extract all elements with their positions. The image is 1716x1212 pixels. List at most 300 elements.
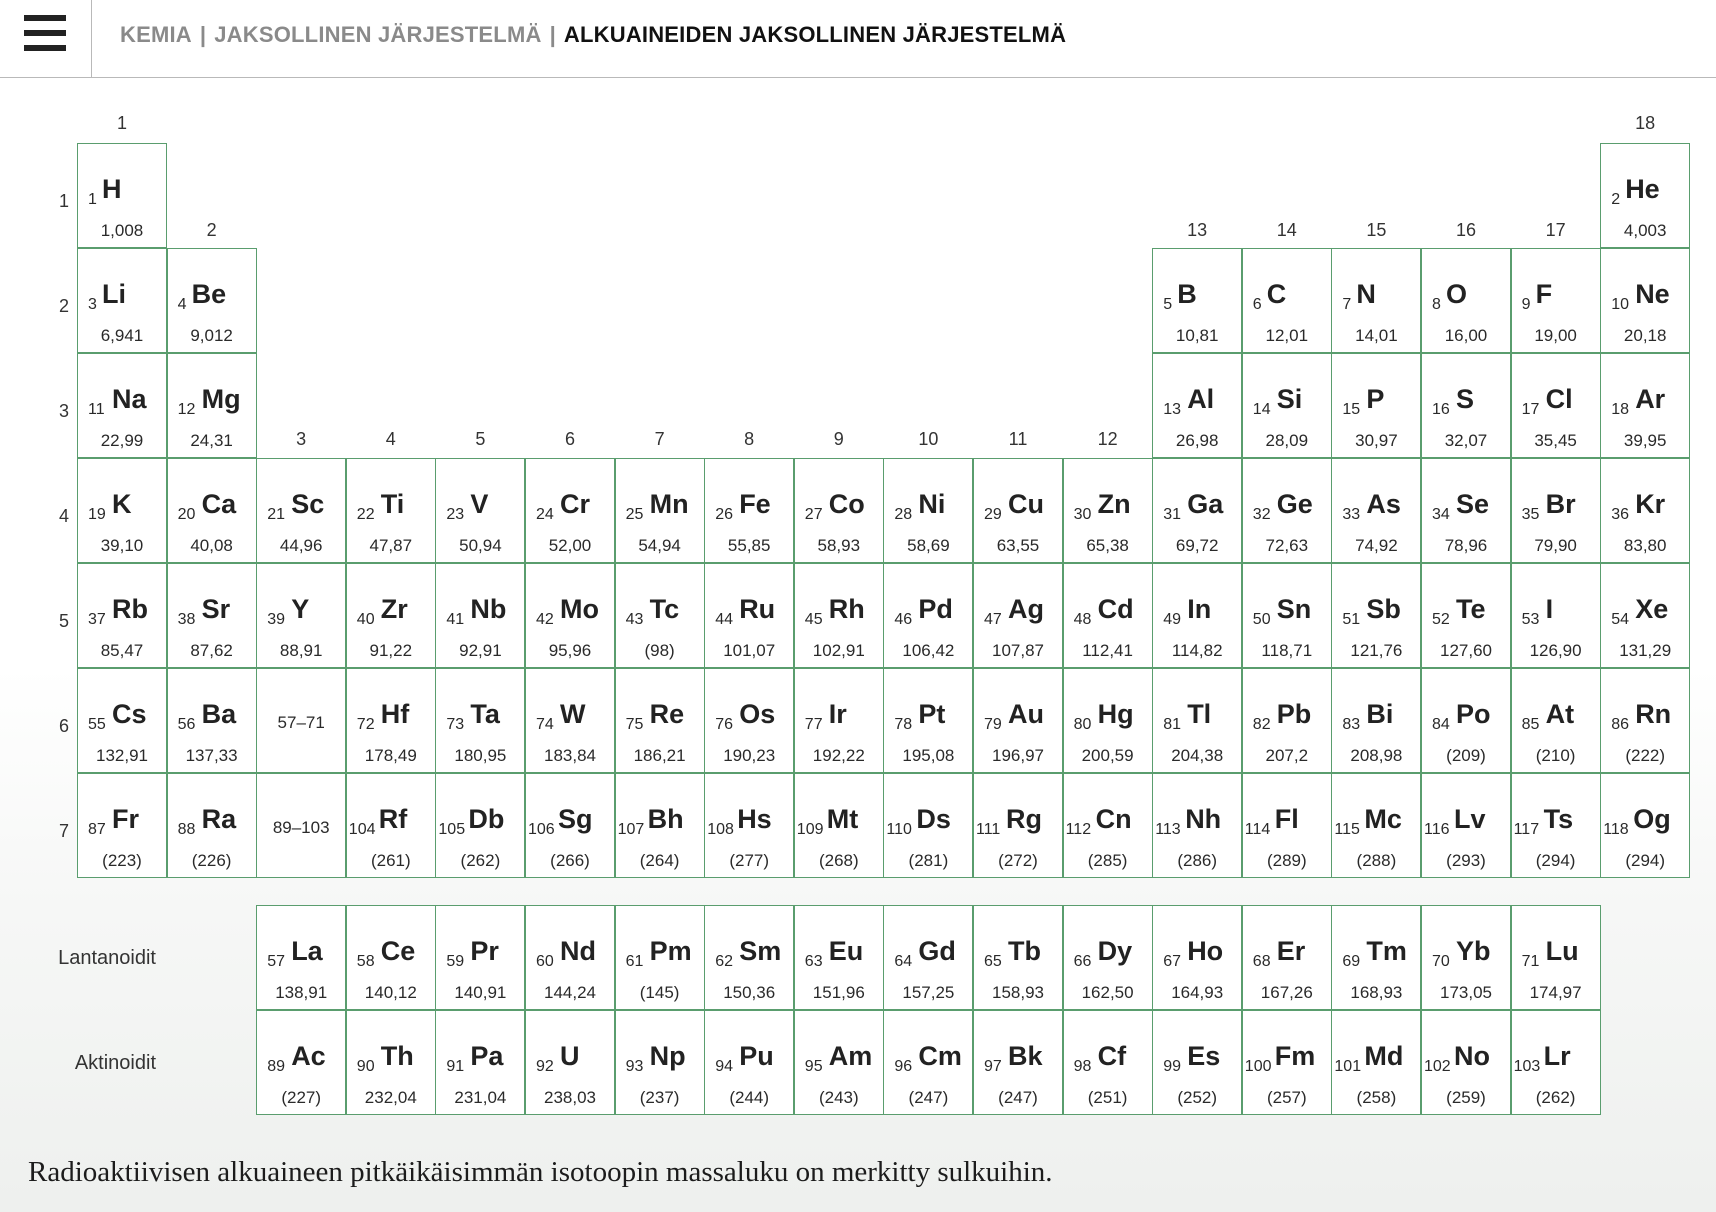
atomic-number: 100 bbox=[1244, 1058, 1272, 1075]
atomic-number: 79 bbox=[984, 716, 1002, 733]
atomic-mass: 162,50 bbox=[1081, 983, 1134, 1002]
element-symbol: Rh bbox=[828, 594, 865, 624]
atomic-mass: 9,012 bbox=[190, 326, 233, 345]
atomic-mass: 78,96 bbox=[1444, 536, 1488, 555]
element-cell-ag[interactable] bbox=[973, 563, 1063, 668]
atomic-number: 16 bbox=[1432, 401, 1450, 418]
atomic-mass: 30,97 bbox=[1355, 431, 1398, 450]
actinides-placeholder-cell bbox=[256, 773, 346, 878]
element-cell-na[interactable] bbox=[77, 353, 167, 458]
element-symbol: Sr bbox=[201, 594, 231, 624]
element-cell-hg[interactable] bbox=[1063, 668, 1153, 773]
element-cell-ca[interactable] bbox=[167, 458, 257, 563]
atomic-number: 62 bbox=[715, 953, 733, 970]
element-symbol: Bk bbox=[1008, 1041, 1043, 1071]
atomic-mass: 79,90 bbox=[1534, 536, 1577, 555]
element-cell-th[interactable] bbox=[346, 1010, 436, 1115]
element-cell-y[interactable] bbox=[256, 563, 346, 668]
element-cell-h[interactable] bbox=[77, 143, 167, 248]
atomic-mass: 180,95 bbox=[454, 746, 507, 765]
atomic-number: 48 bbox=[1073, 611, 1092, 628]
element-symbol: Zn bbox=[1097, 489, 1131, 519]
element-cell-lv[interactable] bbox=[1421, 773, 1511, 878]
element-cell-mc[interactable] bbox=[1331, 773, 1421, 878]
atomic-number: 8 bbox=[1432, 296, 1441, 313]
element-cell-ni[interactable] bbox=[883, 458, 973, 563]
atomic-number: 10 bbox=[1611, 296, 1629, 313]
element-cell-ti[interactable] bbox=[346, 458, 436, 563]
atomic-mass: 164,93 bbox=[1171, 983, 1224, 1002]
element-cell-o[interactable] bbox=[1421, 248, 1511, 353]
element-cell-ac[interactable] bbox=[256, 1010, 346, 1115]
atomic-number: 49 bbox=[1163, 611, 1181, 628]
element-cell-ta[interactable] bbox=[435, 668, 525, 773]
element-symbol: Sg bbox=[558, 804, 593, 834]
period-label-5: 5 bbox=[58, 611, 69, 631]
atomic-number: 116 bbox=[1424, 821, 1450, 838]
atomic-number: 63 bbox=[804, 953, 823, 970]
element-cell-p[interactable] bbox=[1331, 353, 1421, 458]
atomic-number: 64 bbox=[894, 953, 913, 970]
element-symbol: Tc bbox=[649, 594, 680, 624]
atomic-number: 50 bbox=[1252, 611, 1271, 628]
element-cell-nb[interactable] bbox=[435, 563, 525, 668]
element-cell-ne[interactable] bbox=[1600, 248, 1690, 353]
atomic-mass: 39,10 bbox=[100, 536, 144, 555]
element-cell-os[interactable] bbox=[704, 668, 794, 773]
element-cell-mg[interactable] bbox=[167, 353, 257, 458]
atomic-number: 76 bbox=[715, 716, 733, 733]
group-label-1: 1 bbox=[116, 113, 127, 133]
atomic-mass: 190,23 bbox=[723, 746, 776, 765]
element-cell-al[interactable] bbox=[1152, 353, 1242, 458]
element-cell-dy[interactable] bbox=[1063, 905, 1153, 1010]
element-symbol: B bbox=[1177, 279, 1197, 309]
element-cell-np[interactable] bbox=[615, 1010, 705, 1115]
element-cell-ge[interactable] bbox=[1242, 458, 1332, 563]
element-cell-rf[interactable] bbox=[346, 773, 436, 878]
element-cell-he[interactable] bbox=[1600, 143, 1690, 248]
atomic-number: 38 bbox=[177, 611, 196, 628]
element-symbol: Ir bbox=[828, 699, 847, 729]
atomic-mass: 95,96 bbox=[548, 641, 592, 660]
atomic-number: 86 bbox=[1611, 716, 1629, 733]
atomic-mass: 83,80 bbox=[1623, 536, 1667, 555]
atomic-number: 23 bbox=[446, 506, 465, 523]
atomic-mass: (244) bbox=[729, 1088, 770, 1107]
element-cell-bi[interactable] bbox=[1331, 668, 1421, 773]
element-symbol: Pd bbox=[918, 594, 953, 624]
element-symbol: No bbox=[1454, 1041, 1490, 1071]
atomic-number: 78 bbox=[894, 716, 913, 733]
atomic-mass: 138,91 bbox=[275, 983, 328, 1002]
element-cell-mn[interactable] bbox=[615, 458, 705, 563]
element-symbol: Cd bbox=[1097, 594, 1134, 624]
atomic-mass: (285) bbox=[1087, 851, 1128, 870]
element-cell-cl[interactable] bbox=[1511, 353, 1601, 458]
element-cell-rg[interactable] bbox=[973, 773, 1063, 878]
element-cell-nh[interactable] bbox=[1152, 773, 1242, 878]
element-symbol: Cf bbox=[1097, 1041, 1127, 1071]
atomic-number: 43 bbox=[625, 611, 644, 628]
element-symbol: Xe bbox=[1635, 594, 1669, 624]
atomic-mass: 208,98 bbox=[1350, 746, 1403, 765]
element-symbol: W bbox=[560, 699, 586, 729]
element-cell-eu[interactable] bbox=[794, 905, 884, 1010]
element-symbol: Gd bbox=[918, 936, 956, 966]
element-cell-rn[interactable] bbox=[1600, 668, 1690, 773]
atomic-mass: 4,003 bbox=[1623, 221, 1667, 240]
element-cell-f[interactable] bbox=[1511, 248, 1601, 353]
atomic-mass: 186,21 bbox=[633, 746, 686, 765]
element-symbol: Es bbox=[1187, 1041, 1221, 1071]
atomic-mass: (264) bbox=[639, 851, 680, 870]
atomic-mass: (266) bbox=[550, 851, 590, 870]
element-cell-s[interactable] bbox=[1421, 353, 1511, 458]
lanthanides-placeholder-cell bbox=[256, 668, 346, 773]
element-cell-cm[interactable] bbox=[883, 1010, 973, 1115]
element-cell-tc[interactable] bbox=[615, 563, 705, 668]
element-cell-cd[interactable] bbox=[1063, 563, 1153, 668]
element-cell-pt[interactable] bbox=[883, 668, 973, 773]
element-cell-sn[interactable] bbox=[1242, 563, 1332, 668]
element-cell-md[interactable] bbox=[1331, 1010, 1421, 1115]
element-symbol: Ta bbox=[470, 699, 500, 729]
element-cell-gd[interactable] bbox=[883, 905, 973, 1010]
atomic-number: 69 bbox=[1342, 953, 1361, 970]
atomic-mass: 207,2 bbox=[1265, 746, 1309, 765]
element-cell-pb[interactable] bbox=[1242, 668, 1332, 773]
element-cell-la[interactable] bbox=[256, 905, 346, 1010]
atomic-mass: 35,45 bbox=[1534, 431, 1577, 450]
element-symbol: Pr bbox=[470, 936, 499, 966]
element-symbol: Bh bbox=[647, 804, 684, 834]
atomic-mass: 47,87 bbox=[369, 536, 413, 555]
atomic-mass: (262) bbox=[1535, 1088, 1576, 1107]
element-cell-cu[interactable] bbox=[973, 458, 1063, 563]
period-label-1: 1 bbox=[58, 191, 69, 211]
atomic-mass: 157,25 bbox=[902, 983, 955, 1002]
element-cell-at[interactable] bbox=[1511, 668, 1601, 773]
element-symbol: H bbox=[102, 174, 122, 204]
element-cell-bh[interactable] bbox=[615, 773, 705, 878]
atomic-number: 111 bbox=[976, 821, 1001, 838]
element-symbol: Hf bbox=[380, 699, 410, 729]
atomic-number: 37 bbox=[88, 611, 106, 628]
element-symbol: Bi bbox=[1366, 699, 1394, 729]
atomic-mass: (243) bbox=[818, 1088, 859, 1107]
atomic-mass: 28,09 bbox=[1265, 431, 1309, 450]
element-cell-mo[interactable] bbox=[525, 563, 615, 668]
atomic-number: 109 bbox=[796, 821, 824, 838]
element-symbol: Tb bbox=[1008, 936, 1041, 966]
atomic-mass: 150,36 bbox=[723, 983, 776, 1002]
element-cell-pr[interactable] bbox=[435, 905, 525, 1010]
element-symbol: Li bbox=[102, 279, 126, 309]
element-cell-c[interactable] bbox=[1242, 248, 1332, 353]
element-cell-mt[interactable] bbox=[794, 773, 884, 878]
element-cell-er[interactable] bbox=[1242, 905, 1332, 1010]
element-cell-i[interactable] bbox=[1511, 563, 1601, 668]
element-cell-co[interactable] bbox=[794, 458, 884, 563]
atomic-number: 54 bbox=[1611, 611, 1629, 628]
element-symbol: Ra bbox=[201, 804, 237, 834]
atomic-number: 41 bbox=[446, 611, 465, 628]
element-cell-hf[interactable] bbox=[346, 668, 436, 773]
element-symbol: Nd bbox=[560, 936, 596, 966]
atomic-number: 6 bbox=[1252, 296, 1262, 313]
atomic-mass: 114,82 bbox=[1171, 641, 1223, 660]
atomic-number: 101 bbox=[1334, 1058, 1362, 1075]
atomic-mass: 19,00 bbox=[1534, 326, 1577, 345]
atomic-number: 75 bbox=[625, 716, 644, 733]
element-symbol: Md bbox=[1364, 1041, 1404, 1071]
element-cell-po[interactable] bbox=[1421, 668, 1511, 773]
atomic-mass: 63,55 bbox=[996, 536, 1040, 555]
element-symbol: Ru bbox=[739, 594, 776, 624]
element-cell-lu[interactable] bbox=[1511, 905, 1601, 1010]
atomic-number: 107 bbox=[617, 821, 645, 838]
element-symbol: Db bbox=[468, 804, 505, 834]
element-cell-es[interactable] bbox=[1152, 1010, 1242, 1115]
element-symbol: Ge bbox=[1276, 489, 1313, 519]
element-cell-ba[interactable] bbox=[167, 668, 257, 773]
element-symbol: Ts bbox=[1543, 804, 1574, 834]
atomic-number: 32 bbox=[1252, 506, 1271, 523]
element-cell-cf[interactable] bbox=[1063, 1010, 1153, 1115]
atomic-number: 105 bbox=[438, 821, 466, 838]
atomic-number: 40 bbox=[356, 611, 375, 628]
element-cell-tm[interactable] bbox=[1331, 905, 1421, 1010]
group-label-5: 5 bbox=[475, 429, 486, 449]
element-cell-zn[interactable] bbox=[1063, 458, 1153, 563]
group-label-12: 12 bbox=[1097, 429, 1118, 449]
atomic-number: 65 bbox=[984, 953, 1002, 970]
atomic-number: 80 bbox=[1073, 716, 1092, 733]
atomic-mass: 151,96 bbox=[812, 983, 865, 1002]
atomic-mass: 167,26 bbox=[1260, 983, 1313, 1002]
atomic-mass: 72,63 bbox=[1265, 536, 1309, 555]
element-cell-cn[interactable] bbox=[1063, 773, 1153, 878]
group-label-10: 10 bbox=[918, 429, 939, 449]
atomic-number: 12 bbox=[177, 401, 196, 418]
atomic-mass: (259) bbox=[1446, 1088, 1486, 1107]
element-symbol: V bbox=[470, 489, 489, 519]
element-cell-fl[interactable] bbox=[1242, 773, 1332, 878]
element-cell-br[interactable] bbox=[1511, 458, 1601, 563]
atomic-mass: 52,00 bbox=[548, 536, 592, 555]
atomic-number: 35 bbox=[1521, 506, 1540, 523]
atomic-mass: 101,07 bbox=[723, 641, 776, 660]
atomic-number: 90 bbox=[356, 1058, 375, 1075]
element-symbol: Fe bbox=[739, 489, 771, 519]
element-cell-ho[interactable] bbox=[1152, 905, 1242, 1010]
atomic-mass: 6,941 bbox=[100, 326, 144, 345]
element-cell-si[interactable] bbox=[1242, 353, 1332, 458]
atomic-mass: 131,29 bbox=[1619, 641, 1672, 660]
element-cell-kr[interactable] bbox=[1600, 458, 1690, 563]
atomic-number: 112 bbox=[1065, 821, 1092, 838]
element-cell-n[interactable] bbox=[1331, 248, 1421, 353]
element-cell-pm[interactable] bbox=[615, 905, 705, 1010]
element-cell-ar[interactable] bbox=[1600, 353, 1690, 458]
atomic-number: 56 bbox=[177, 716, 196, 733]
element-cell-fe[interactable] bbox=[704, 458, 794, 563]
atomic-number: 21 bbox=[267, 506, 285, 523]
element-symbol: Ti bbox=[380, 489, 405, 519]
element-symbol: Tl bbox=[1187, 699, 1212, 729]
element-cell-cr[interactable] bbox=[525, 458, 615, 563]
element-symbol: Er bbox=[1276, 936, 1306, 966]
element-cell-bk[interactable] bbox=[973, 1010, 1063, 1115]
breadcrumb-kemia[interactable]: KEMIA bbox=[120, 22, 192, 47]
element-cell-pd[interactable] bbox=[883, 563, 973, 668]
element-cell-ra[interactable] bbox=[167, 773, 257, 878]
element-symbol: Y bbox=[291, 594, 310, 624]
breadcrumb-current-page: ALKUAINEIDEN JAKSOLLINEN JÄRJESTELMÄ bbox=[563, 22, 1067, 47]
element-cell-re[interactable] bbox=[615, 668, 705, 773]
element-symbol: O bbox=[1446, 279, 1468, 309]
element-cell-xe[interactable] bbox=[1600, 563, 1690, 668]
element-cell-no[interactable] bbox=[1421, 1010, 1511, 1115]
element-cell-sb[interactable] bbox=[1331, 563, 1421, 668]
period-label-4: 4 bbox=[58, 506, 69, 526]
atomic-number: 85 bbox=[1521, 716, 1540, 733]
element-cell-sm[interactable] bbox=[704, 905, 794, 1010]
element-cell-li[interactable] bbox=[77, 248, 167, 353]
atomic-number: 19 bbox=[88, 506, 106, 523]
breadcrumb-jaksollinen-jarjestelma[interactable]: JAKSOLLINEN JÄRJESTELMÄ bbox=[214, 22, 542, 47]
atomic-mass: 16,00 bbox=[1444, 326, 1488, 345]
element-cell-pa[interactable] bbox=[435, 1010, 525, 1115]
element-symbol: Nh bbox=[1185, 804, 1222, 834]
element-symbol: Zr bbox=[380, 594, 408, 624]
atomic-number: 51 bbox=[1342, 611, 1361, 628]
period-label-7: 7 bbox=[58, 821, 69, 841]
atomic-number: 46 bbox=[894, 611, 913, 628]
group-label-16: 16 bbox=[1455, 220, 1477, 240]
atomic-number: 39 bbox=[267, 611, 285, 628]
atomic-mass: 238,03 bbox=[544, 1088, 596, 1107]
atomic-number: 81 bbox=[1163, 716, 1181, 733]
atomic-number: 73 bbox=[446, 716, 465, 733]
element-cell-nd[interactable] bbox=[525, 905, 615, 1010]
atomic-mass: 58,93 bbox=[817, 536, 861, 555]
atomic-number: 96 bbox=[894, 1058, 913, 1075]
element-cell-fr[interactable] bbox=[77, 773, 167, 878]
atomic-mass: 168,93 bbox=[1350, 983, 1403, 1002]
element-cell-sc[interactable] bbox=[256, 458, 346, 563]
element-cell-te[interactable] bbox=[1421, 563, 1511, 668]
element-cell-rh[interactable] bbox=[794, 563, 884, 668]
element-symbol: Np bbox=[649, 1041, 686, 1071]
element-symbol: Am bbox=[828, 1041, 873, 1071]
atomic-mass: (257) bbox=[1266, 1088, 1307, 1107]
atomic-mass: (223) bbox=[102, 851, 142, 870]
element-symbol: U bbox=[560, 1041, 580, 1071]
element-cell-au[interactable] bbox=[973, 668, 1063, 773]
element-cell-lr[interactable] bbox=[1511, 1010, 1601, 1115]
element-symbol: Pa bbox=[470, 1041, 504, 1071]
atomic-number: 34 bbox=[1432, 506, 1450, 523]
element-cell-tl[interactable] bbox=[1152, 668, 1242, 773]
element-cell-be[interactable] bbox=[167, 248, 257, 353]
element-symbol: N bbox=[1356, 279, 1376, 309]
element-symbol: Pm bbox=[649, 936, 692, 966]
atomic-mass: (247) bbox=[908, 1088, 949, 1107]
element-cell-b[interactable] bbox=[1152, 248, 1242, 353]
atomic-number: 42 bbox=[536, 611, 554, 628]
element-cell-zr[interactable] bbox=[346, 563, 436, 668]
element-cell-am[interactable] bbox=[794, 1010, 884, 1115]
element-cell-yb[interactable] bbox=[1421, 905, 1511, 1010]
element-symbol: Mo bbox=[560, 594, 599, 624]
element-cell-as[interactable] bbox=[1331, 458, 1421, 563]
period-label-3: 3 bbox=[58, 401, 69, 421]
element-cell-v[interactable] bbox=[435, 458, 525, 563]
atomic-mass: (210) bbox=[1535, 746, 1576, 765]
element-symbol: Pu bbox=[739, 1041, 774, 1071]
element-symbol: C bbox=[1266, 279, 1287, 309]
atomic-mass: 126,90 bbox=[1529, 641, 1582, 660]
element-symbol: Po bbox=[1456, 699, 1491, 729]
element-cell-hs[interactable] bbox=[704, 773, 794, 878]
element-cell-pu[interactable] bbox=[704, 1010, 794, 1115]
element-symbol: Og bbox=[1633, 804, 1671, 834]
element-symbol: Fm bbox=[1274, 1041, 1316, 1071]
element-cell-ds[interactable] bbox=[883, 773, 973, 878]
element-symbol: Ne bbox=[1635, 279, 1670, 309]
element-cell-ce[interactable] bbox=[346, 905, 436, 1010]
element-cell-sg[interactable] bbox=[525, 773, 615, 878]
group-label-17: 17 bbox=[1545, 220, 1566, 240]
atomic-number: 115 bbox=[1334, 821, 1360, 838]
atomic-mass: (237) bbox=[639, 1088, 680, 1107]
element-cell-db[interactable] bbox=[435, 773, 525, 878]
element-cell-rb[interactable] bbox=[77, 563, 167, 668]
group-label-4: 4 bbox=[385, 429, 396, 449]
atomic-number: 58 bbox=[356, 953, 375, 970]
element-cell-og[interactable] bbox=[1600, 773, 1690, 878]
element-symbol: Cn bbox=[1095, 804, 1132, 834]
element-cell-u[interactable] bbox=[525, 1010, 615, 1115]
element-symbol: Lv bbox=[1454, 804, 1486, 834]
atomic-mass: (222) bbox=[1625, 746, 1666, 765]
element-symbol: Sm bbox=[739, 936, 782, 966]
atomic-number: 118 bbox=[1603, 821, 1629, 838]
atomic-mass: (294) bbox=[1625, 851, 1666, 870]
atomic-number: 27 bbox=[804, 506, 823, 523]
atomic-number: 44 bbox=[715, 611, 733, 628]
atomic-mass: (247) bbox=[998, 1088, 1038, 1107]
actinides-range-label: 89–103 bbox=[272, 818, 330, 837]
element-cell-in[interactable] bbox=[1152, 563, 1242, 668]
element-cell-ru[interactable] bbox=[704, 563, 794, 668]
element-cell-ir[interactable] bbox=[794, 668, 884, 773]
element-cell-w[interactable] bbox=[525, 668, 615, 773]
element-cell-fm[interactable] bbox=[1242, 1010, 1332, 1115]
atomic-mass: 107,87 bbox=[992, 641, 1044, 660]
element-symbol: Pb bbox=[1276, 699, 1312, 729]
element-cell-cs[interactable] bbox=[77, 668, 167, 773]
element-cell-ga[interactable] bbox=[1152, 458, 1242, 563]
element-cell-se[interactable] bbox=[1421, 458, 1511, 563]
element-cell-tb[interactable] bbox=[973, 905, 1063, 1010]
element-cell-ts[interactable] bbox=[1511, 773, 1601, 878]
element-cell-sr[interactable] bbox=[167, 563, 257, 668]
atomic-mass: 121,76 bbox=[1350, 641, 1403, 660]
element-cell-k[interactable] bbox=[77, 458, 167, 563]
